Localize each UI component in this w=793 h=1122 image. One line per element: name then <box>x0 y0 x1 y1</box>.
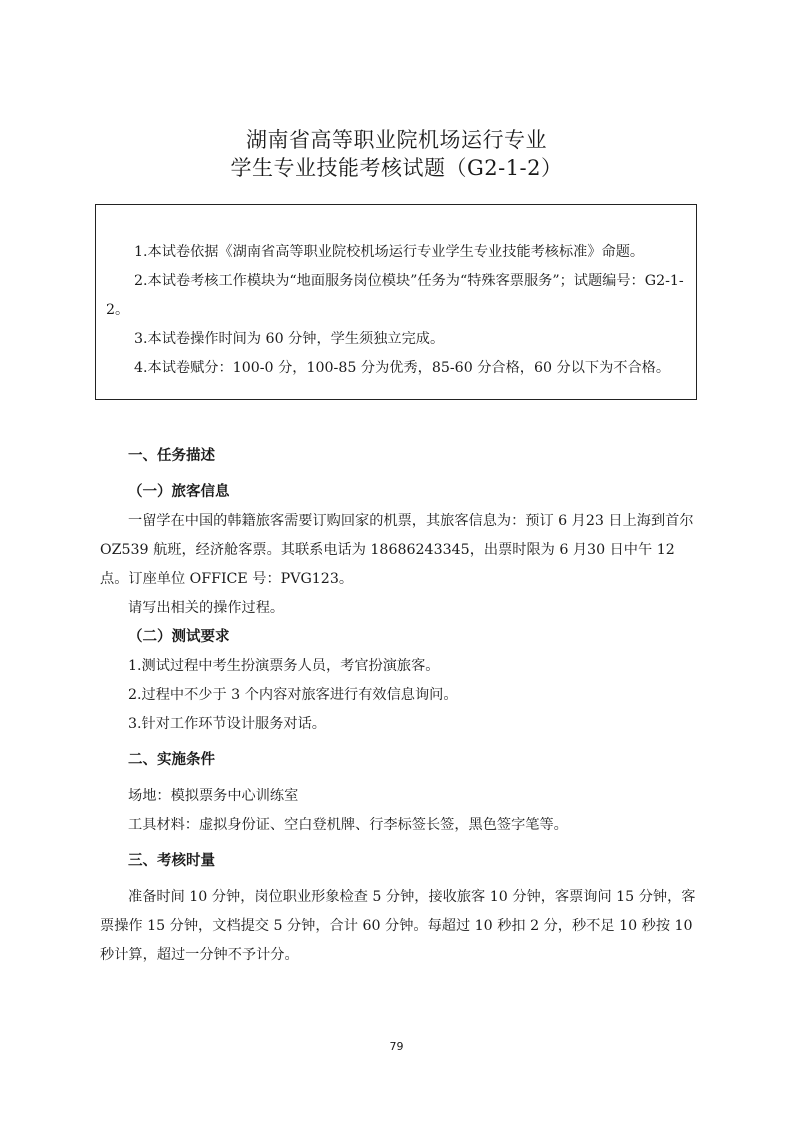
passenger-info-paragraph: 一留学在中国的韩籍旅客需要订购回家的机票，其旅客信息为：预订 6 月23 日上海到首尔 OZ539 航班，经济舱客票。其联系电话为 18686243345，出票时限为 6 月30 日中午 12 点。订座单位 OFFICE 号：PVG123。 <box>100 513 694 587</box>
exam-notice-box <box>95 204 697 400</box>
section-heading-task-description: 一、任务描述 <box>128 448 215 464</box>
venue-text: 场地：模拟票务中心训练室 <box>128 788 299 804</box>
document-title-line2: 学生专业技能考核试题（G2-1-2） <box>230 156 563 180</box>
section-heading-conditions: 二、实施条件 <box>128 752 215 768</box>
document-title-line1: 湖南省高等职业院机场运行专业 <box>246 128 547 152</box>
requirement-item-3: 3.针对工作环节设计服务对话。 <box>128 716 326 732</box>
requirement-item-2: 2.过程中不少于 3 个内容对旅客进行有效信息询问。 <box>128 687 458 703</box>
notice-item-3: 3.本试卷操作时间为 60 分钟，学生须独立完成。 <box>134 331 445 347</box>
tools-text: 工具材料：虚拟身份证、空白登机牌、行李标签长签，黑色签字笔等。 <box>128 817 568 833</box>
time-paragraph: 准备时间 10 分钟，岗位职业形象检查 5 分钟，接收旅客 10 分钟，客票询问 15 分钟，客票操作 15 分钟，文档提交 5 分钟，合计 60 分钟。每超过 10 秒扣 2 分，秒不足 10 秒按 10 秒计算，超过一分钟不予计分。 <box>100 889 696 963</box>
subsection-heading-test-requirements: （二）测试要求 <box>128 629 230 645</box>
instruction-text: 请写出相关的操作过程。 <box>128 600 285 616</box>
notice-item-1: 1.本试卷依据《湖南省高等职业院校机场运行专业学生专业技能考核标准》命题。 <box>134 244 645 260</box>
requirement-item-1: 1.测试过程中考生扮演票务人员，考官扮演旅客。 <box>128 658 440 674</box>
page-number: 79 <box>389 1040 404 1053</box>
document-body <box>100 442 696 970</box>
notice-item-2: 2.本试卷考核工作模块为“地面服务岗位模块”任务为“特殊客票服务”；试题编号：G2-1-2。 <box>106 273 684 318</box>
notice-item-4: 4.本试卷赋分：100-0 分，100-85 分为优秀，85-60 分合格，60 分以下为不合格。 <box>134 360 671 376</box>
section-heading-time: 三、考核时量 <box>128 853 215 869</box>
subsection-heading-passenger-info: （一）旅客信息 <box>128 484 230 500</box>
